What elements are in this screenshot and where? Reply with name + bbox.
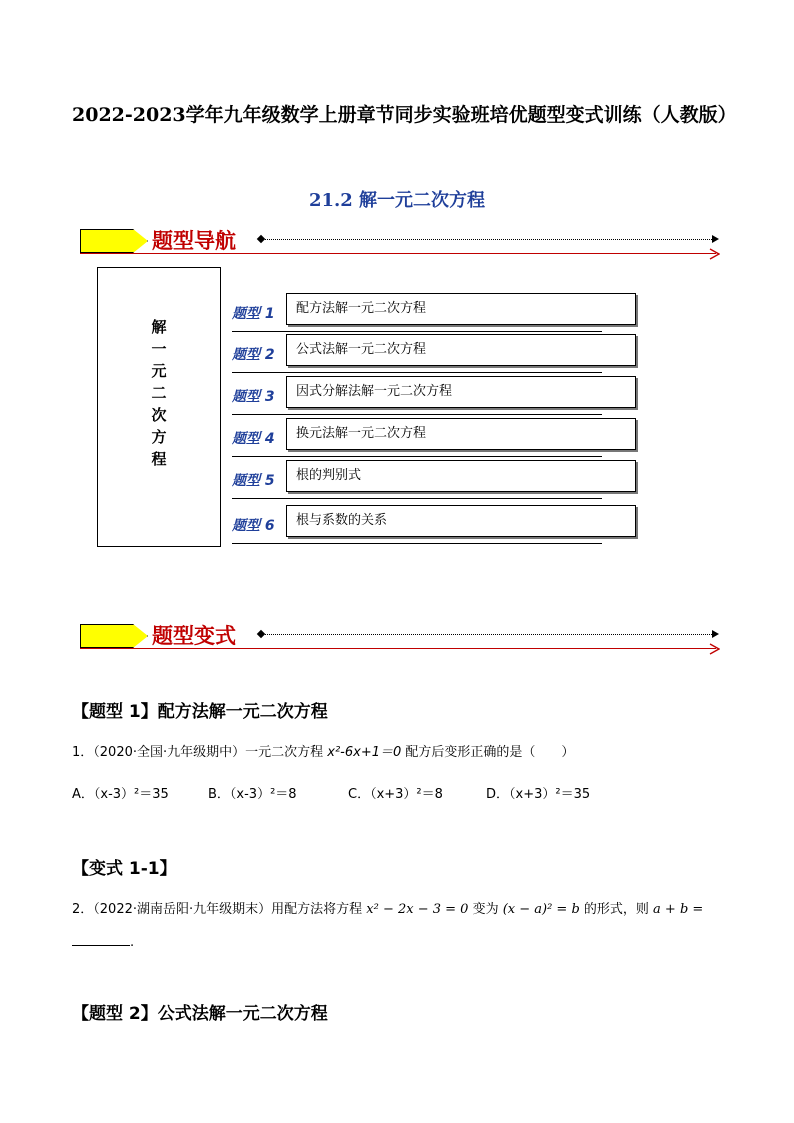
red-divider bbox=[80, 253, 716, 254]
nav-item-label: 题型 5 bbox=[232, 473, 275, 489]
dotted-divider bbox=[262, 239, 712, 240]
nav-underline bbox=[232, 543, 602, 544]
topic-box bbox=[97, 267, 221, 547]
nav-item-label: 题型 3 bbox=[232, 389, 275, 405]
question-2-after: 的形式，则 bbox=[579, 902, 654, 917]
question-2 bbox=[72, 898, 722, 917]
yellow-arrow-tag-icon bbox=[80, 624, 148, 648]
nav-item-label: 题型 2 bbox=[232, 347, 275, 363]
question-1-expression: x²-6x+1＝0 bbox=[327, 745, 402, 760]
nav-section-header bbox=[80, 225, 725, 261]
topic-label bbox=[98, 316, 220, 470]
nav-item-text: 根与系数的关系 bbox=[286, 505, 636, 537]
topic-char: 方 bbox=[151, 428, 167, 446]
dotted-divider bbox=[262, 634, 712, 635]
nav-underline bbox=[232, 456, 602, 457]
question-2-sum-expression: a + b = bbox=[653, 902, 704, 917]
question-1-options bbox=[72, 783, 712, 802]
nav-underline bbox=[232, 414, 602, 415]
variant-section-header bbox=[80, 620, 725, 656]
heading-variant-1-1: 【变式 1-1】 bbox=[72, 859, 177, 879]
topic-char: 解 bbox=[151, 318, 167, 336]
nav-underline bbox=[232, 331, 602, 332]
topic-char: 程 bbox=[151, 450, 167, 468]
arrow-right-icon bbox=[712, 235, 719, 243]
question-2-prefix: 2．（2022·湖南岳阳·九年级期末）用配方法将方程 bbox=[72, 902, 367, 917]
question-2-end: . bbox=[130, 935, 135, 950]
topic-char: 元 bbox=[151, 362, 167, 380]
nav-item-text: 根的判别式 bbox=[286, 460, 636, 492]
question-2-mid: 变为 bbox=[468, 902, 503, 917]
answer-blank-line[interactable] bbox=[72, 933, 134, 950]
nav-item-text: 换元法解一元二次方程 bbox=[286, 418, 636, 450]
option-b[interactable]: B．（x-3）²＝8 bbox=[208, 787, 297, 802]
question-1 bbox=[72, 741, 574, 760]
topic-char: 二 bbox=[151, 384, 167, 402]
question-2-target-form: (x − a)² = b bbox=[502, 902, 580, 917]
nav-item-text: 配方法解一元二次方程 bbox=[286, 293, 636, 325]
question-2-equation: x² − 2x − 3 = 0 bbox=[366, 902, 469, 917]
option-c[interactable]: C．（x+3）²＝8 bbox=[348, 787, 443, 802]
arrow-right-icon bbox=[712, 630, 719, 638]
answer-blank[interactable] bbox=[72, 933, 130, 946]
nav-item-text: 因式分解法解一元二次方程 bbox=[286, 376, 636, 408]
option-a[interactable]: A．（x-3）²＝35 bbox=[72, 787, 169, 802]
yellow-arrow-tag-icon bbox=[80, 229, 148, 253]
topic-char: 次 bbox=[151, 406, 167, 424]
nav-item-label: 题型 1 bbox=[232, 306, 275, 322]
red-arrow-icon bbox=[708, 248, 720, 260]
option-d[interactable]: D．（x+3）²＝35 bbox=[486, 787, 591, 802]
nav-underline bbox=[232, 372, 602, 373]
document-title: 2022-2023学年九年级数学上册章节同步实验班培优题型变式训练（人教版） bbox=[72, 104, 737, 126]
nav-item-label: 题型 6 bbox=[232, 518, 275, 534]
topic-char: 一 bbox=[151, 340, 167, 358]
red-divider bbox=[80, 648, 716, 649]
heading-topic-2: 【题型 2】公式法解一元二次方程 bbox=[72, 1004, 328, 1024]
question-1-prefix: 1．（2020·全国·九年级期中）一元二次方程 bbox=[72, 745, 328, 760]
nav-underline bbox=[232, 498, 602, 499]
section-subtitle: 21.2 解一元二次方程 bbox=[308, 190, 486, 211]
nav-item-label: 题型 4 bbox=[232, 431, 275, 447]
heading-topic-1: 【题型 1】配方法解一元二次方程 bbox=[72, 702, 328, 722]
variant-section-title: 题型变式 bbox=[152, 624, 236, 648]
question-1-suffix: 配方后变形正确的是（ ） bbox=[401, 745, 575, 760]
nav-item-text: 公式法解一元二次方程 bbox=[286, 334, 636, 366]
nav-section-title: 题型导航 bbox=[152, 229, 236, 253]
red-arrow-icon bbox=[708, 643, 720, 655]
